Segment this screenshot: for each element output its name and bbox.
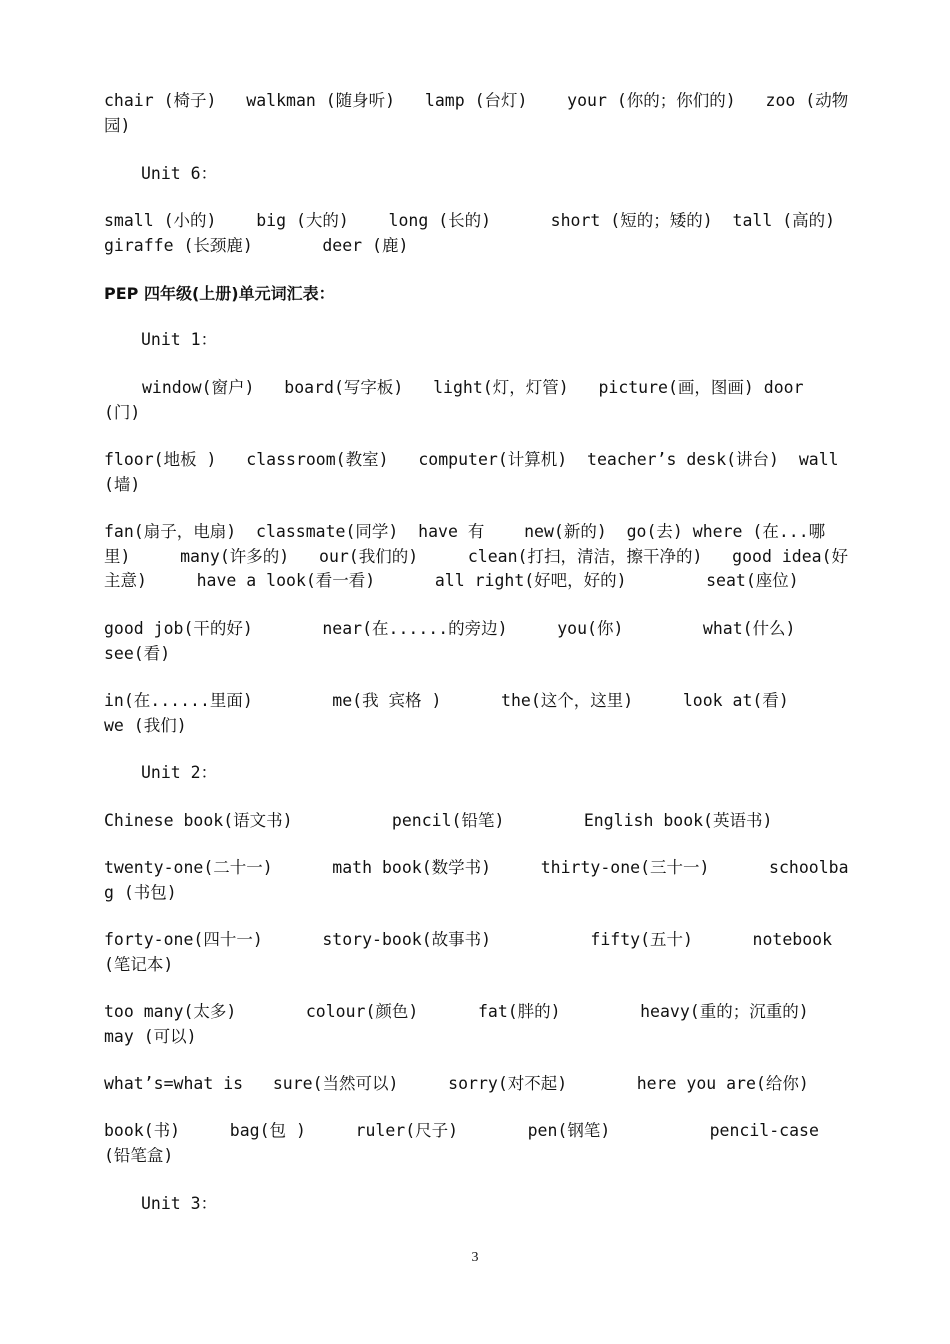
vocab-line: forty-one(四十一) story-book(故事书) fifty(五十) notebook(笔记本): [104, 930, 833, 974]
page-number: 3: [471, 1250, 479, 1265]
vocab-line: window(窗户) board(写字板) light(灯，灯管) picture(画，图画) door (门): [104, 378, 814, 422]
vocab-line: fan(扇子，电扇) classmate(同学) have 有 new(新的) go(去) where (在...哪里) many(许多的) our(我们的) clean(打扫，清洁，擦干净的) good idea(好主意) have a look(看一看) all right(好吧，好的) seat(座位): [104, 522, 849, 590]
unit-heading: Unit 3：: [141, 1194, 218, 1213]
vocab-line: twenty-one(二十一) math book(数学书) thirty-one(三十一) schoolbag (书包): [104, 858, 849, 902]
vocab-line: book(书) bag(包 ) ruler(尺子) pen(钢笔) pencil-case (铅笔盒): [104, 1121, 849, 1165]
vocab-line: what’s=what is sure(当然可以) sorry(对不起) here you are(给你): [104, 1074, 809, 1093]
unit-heading: Unit 2：: [141, 763, 218, 782]
unit-heading: Unit 6：: [141, 164, 218, 183]
vocab-line: in(在......里面) me(我 宾格 ) the(这个，这里) look at(看) we (我们): [104, 691, 849, 735]
unit-heading: Unit 1：: [141, 330, 218, 349]
vocab-line: too many(太多) colour(颜色) fat(胖的) heavy(重的；沉重的) may (可以): [104, 1002, 879, 1046]
section-title: PEP 四年级(上册)单元词汇表：: [104, 284, 335, 303]
vocab-line: good job(干的好) near(在......的旁边) you(你) what(什么) see(看): [104, 619, 866, 663]
vocab-line: floor(地板 ) classroom(教室) computer(计算机) teacher’s desk(讲台) wall(墙): [104, 450, 839, 494]
vocab-line: small (小的) big (大的) long (长的) short (短的；矮的) tall (高的) giraffe (长颈鹿) deer (鹿): [104, 211, 895, 255]
vocab-line: chair (椅子) walkman (随身听) lamp (台灯) your (你的；你们的) zoo (动物园): [104, 91, 849, 135]
vocab-line: Chinese book(语文书) pencil(铅笔) English book(英语书): [104, 811, 773, 830]
